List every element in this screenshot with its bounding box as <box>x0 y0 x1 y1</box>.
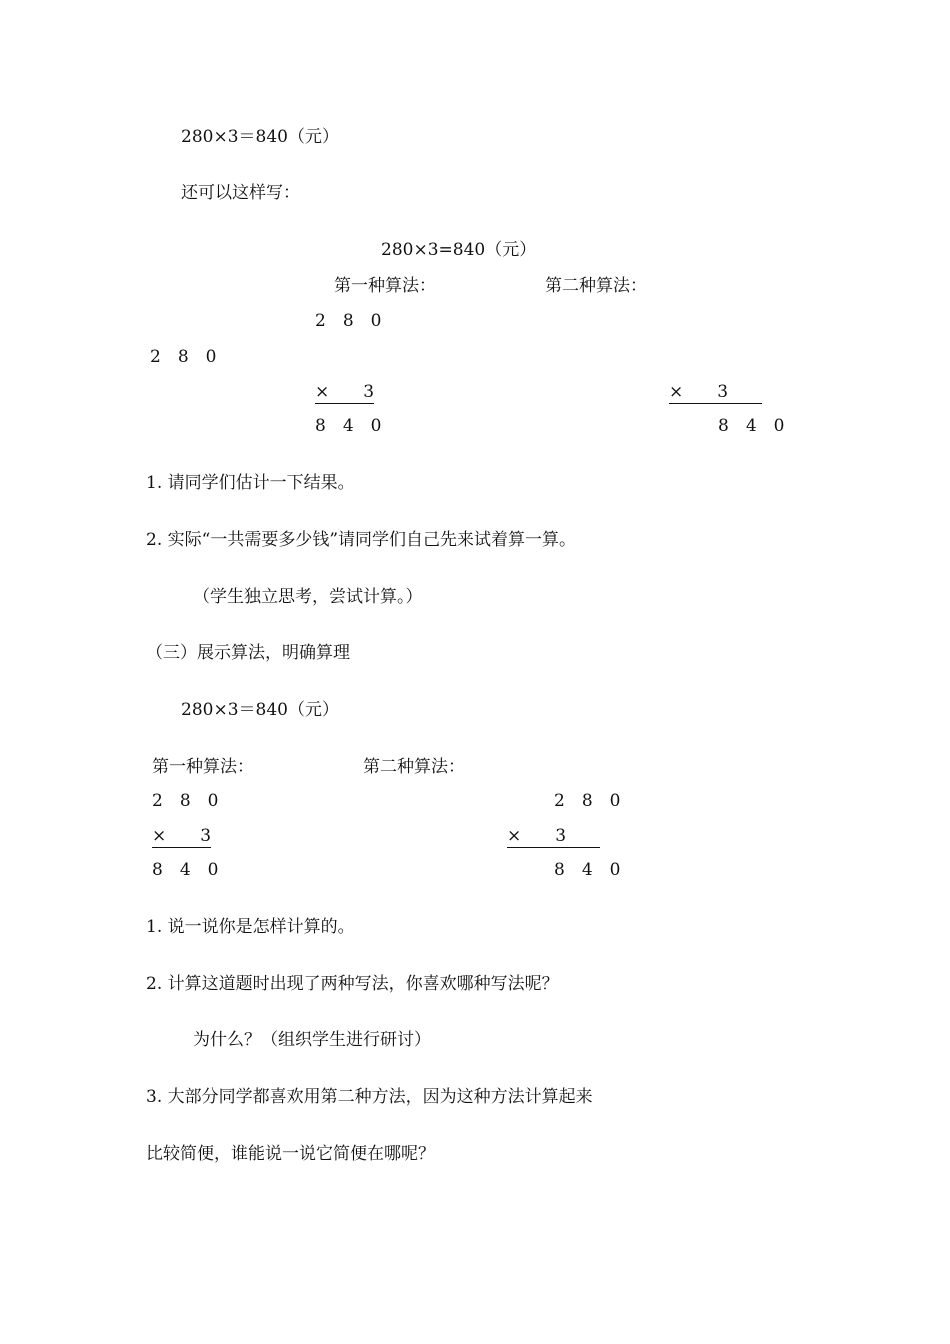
prompt-second-method-line2: 比较简便，谁能说一说它简便在哪呢？ <box>146 1144 435 1164</box>
question-estimate: 1. 请同学们估计一下结果。 <box>146 473 355 493</box>
prompt-explain-calculation: 1. 说一说你是怎样计算的。 <box>146 917 355 937</box>
prompt-which-method: 2. 计算这道题时出现了两种写法，你喜欢哪种写法呢？ <box>146 974 559 994</box>
equation-line: 280×3＝840（元） <box>181 127 339 147</box>
equation-line: 280×3＝840（元） <box>181 700 339 720</box>
method-one-result: 8 4 0 <box>152 860 219 880</box>
method-two-multiplicand: 2 8 0 <box>150 347 217 367</box>
question-actual-cost: 2. 实际“一共需要多少钱”请同学们自己先来试着算一算。 <box>146 530 577 550</box>
method-one-title: 第一种算法： <box>334 276 436 296</box>
method-one-title: 第一种算法： <box>152 757 254 777</box>
method-one-result: 8 4 0 <box>315 416 382 436</box>
method-one-multiplicand: 2 8 0 <box>315 311 382 331</box>
method-one-multiplier: × 3 <box>152 826 212 846</box>
equation-centered: 280×3=840（元） <box>381 240 537 260</box>
method-two-title: 第二种算法： <box>363 757 465 777</box>
prompt-why-note: 为什么？（组织学生进行研讨） <box>193 1030 431 1050</box>
method-two-multiplicand: 2 8 0 <box>554 791 621 811</box>
method-two-multiplier: × 3 <box>669 382 763 402</box>
method-two-result: 8 4 0 <box>718 416 785 436</box>
section-heading: （三）展示算法，明确算理 <box>146 643 350 663</box>
also-write-label: 还可以这样写： <box>181 183 300 203</box>
student-activity-note: （学生独立思考，尝试计算。） <box>193 587 423 607</box>
method-two-multiplier: × 3 <box>507 826 601 846</box>
method-two-title: 第二种算法： <box>545 276 647 296</box>
method-one-multiplier: × 3 <box>315 382 375 402</box>
method-one-multiplicand: 2 8 0 <box>152 791 219 811</box>
method-two-result: 8 4 0 <box>554 860 621 880</box>
prompt-second-method-line1: 3. 大部分同学都喜欢用第二种方法，因为这种方法计算起来 <box>146 1087 593 1107</box>
